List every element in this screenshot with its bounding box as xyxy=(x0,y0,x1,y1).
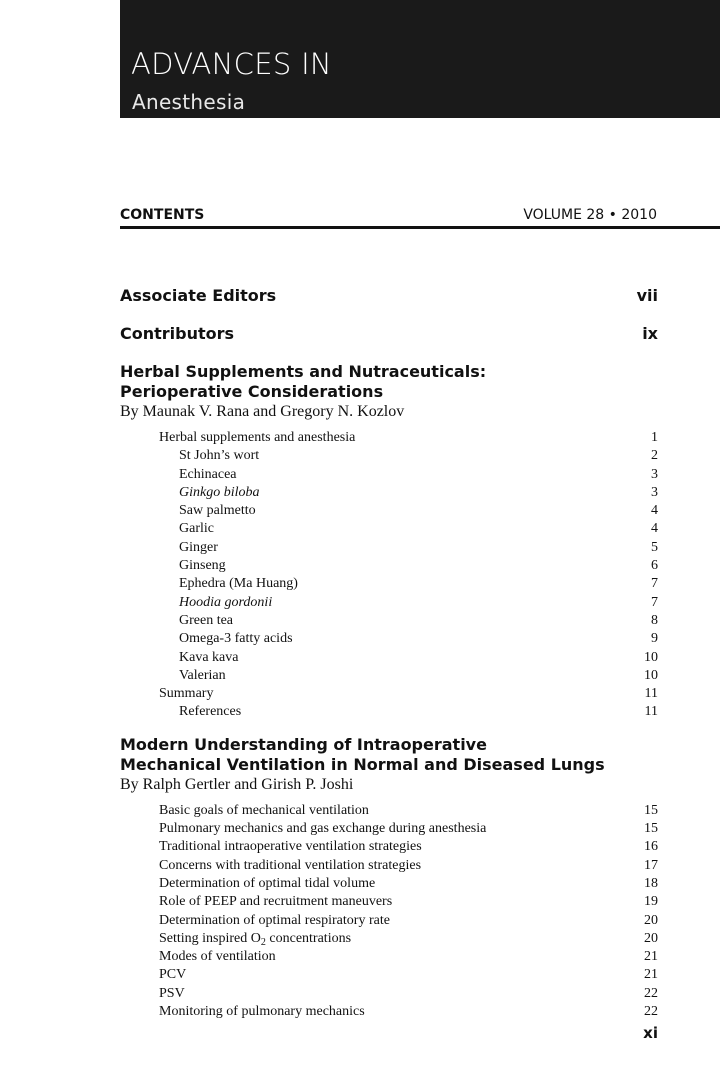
toc-entry-text: Omega-3 fatty acids xyxy=(179,631,293,647)
toc-entry-text-main: Setting inspired O xyxy=(159,930,261,946)
toc-entry-page: 1 xyxy=(651,430,658,445)
toc-entry-page: 3 xyxy=(651,466,658,482)
toc-entry[interactable] xyxy=(120,649,658,667)
toc-entry-page: 20 xyxy=(644,930,658,946)
toc-entry-text: Herbal supplements and anesthesia xyxy=(159,430,356,445)
toc-entry-text: Summary xyxy=(159,686,214,702)
toc-entry-text: Kava kava xyxy=(179,649,239,665)
toc-entry-page: 10 xyxy=(644,649,658,665)
toc-entry[interactable] xyxy=(120,912,658,930)
toc-entry-page: 4 xyxy=(651,521,658,537)
toc-entry-text: Valerian xyxy=(179,667,226,683)
toc-entry-text: References xyxy=(179,704,242,720)
front-matter-contributors[interactable] xyxy=(120,324,658,346)
toc-entry-page: 3 xyxy=(651,484,658,500)
article-title-line: Herbal Supplements and Nutraceuticals: xyxy=(120,362,487,381)
entry-title: Associate Editors xyxy=(120,286,277,305)
toc-entry[interactable] xyxy=(120,685,658,703)
toc-entry-text: Concerns with traditional ventilation strategies xyxy=(159,857,422,873)
toc-entry[interactable] xyxy=(120,557,658,575)
article-title-line: Perioperative Considerations xyxy=(120,382,384,401)
contents-bar xyxy=(120,207,720,227)
toc-entry[interactable] xyxy=(120,594,658,612)
toc-entry-text: Green tea xyxy=(179,612,234,628)
series-subtitle: Anesthesia xyxy=(132,90,246,114)
series-banner xyxy=(120,0,720,118)
header-rule xyxy=(120,226,720,229)
toc-entry-text: Role of PEEP and recruitment maneuvers xyxy=(159,894,393,910)
toc-entry-text: PCV xyxy=(159,967,187,983)
toc-entry-text: Ginger xyxy=(179,539,218,555)
article-mechanical-ventilation xyxy=(120,735,658,1022)
toc-entry-page: 20 xyxy=(644,912,658,928)
toc-entry-page: 5 xyxy=(651,539,658,555)
contents-label: CONTENTS xyxy=(120,207,205,223)
front-matter-associate-editors[interactable] xyxy=(120,286,658,308)
toc-entry[interactable] xyxy=(120,575,658,593)
toc-entry-page: 10 xyxy=(644,667,658,683)
entry-title: Contributors xyxy=(120,324,235,343)
article-title[interactable] xyxy=(120,735,658,775)
toc-entry-text: Modes of ventilation xyxy=(159,949,276,965)
article-byline: By Ralph Gertler and Girish P. Joshi xyxy=(120,775,354,793)
toc-entry-text: Monitoring of pulmonary mechanics xyxy=(159,1004,365,1020)
toc-entry[interactable] xyxy=(120,838,658,856)
toc-entry-text: Ephedra (Ma Huang) xyxy=(179,576,298,592)
article-title-line: Mechanical Ventilation in Normal and Diseased Lungs xyxy=(120,754,605,774)
toc-entry[interactable] xyxy=(120,429,658,447)
toc-entry[interactable] xyxy=(120,1003,658,1021)
table-of-contents xyxy=(120,286,658,1021)
toc-entry-text: Ginkgo biloba xyxy=(179,484,260,500)
toc-entry[interactable] xyxy=(120,948,658,966)
toc-entry-page: 19 xyxy=(644,894,658,910)
article-byline: By Maunak V. Rana and Gregory N. Kozlov xyxy=(120,403,405,420)
toc-entry[interactable] xyxy=(120,820,658,838)
toc-entry-page: 7 xyxy=(651,594,658,610)
subscript: 2 xyxy=(260,936,266,948)
toc-entry-text: Ginseng xyxy=(179,558,226,574)
toc-entry[interactable] xyxy=(120,802,658,820)
toc-entry-text: Pulmonary mechanics and gas exchange during anesthesia xyxy=(159,821,487,837)
toc-entry-page: 22 xyxy=(644,985,658,1001)
toc-entry-text: Hoodia gordonii xyxy=(179,594,273,610)
toc-entry-text: Traditional intraoperative ventilation strategies xyxy=(159,839,422,855)
toc-entry[interactable] xyxy=(120,667,658,685)
toc-entry-page: 4 xyxy=(651,503,658,519)
toc-entry[interactable] xyxy=(120,466,658,484)
toc-entry-text: St John’s wort xyxy=(179,448,260,464)
toc-entry-text-after: concentrations xyxy=(265,930,352,946)
toc-entry[interactable] xyxy=(120,966,658,984)
toc-entry[interactable] xyxy=(120,539,658,557)
toc-entry-page: 21 xyxy=(644,967,658,983)
entry-page: vii xyxy=(636,286,658,305)
toc-entry[interactable] xyxy=(120,875,658,893)
series-title: ADVANCES IN xyxy=(131,47,332,81)
toc-entry[interactable] xyxy=(120,447,658,465)
toc-entry-text: Saw palmetto xyxy=(179,503,256,519)
toc-entry[interactable] xyxy=(120,857,658,875)
toc-entry-page: 8 xyxy=(651,612,658,628)
toc-entry-page: 11 xyxy=(644,704,658,720)
article-title-line: Modern Understanding of Intraoperative xyxy=(120,734,487,754)
toc-entry-text: Determination of optimal respiratory rate xyxy=(159,912,390,928)
toc-entry[interactable] xyxy=(120,502,658,520)
toc-entry-page: 18 xyxy=(644,875,658,891)
toc-entry[interactable] xyxy=(120,703,658,721)
toc-entry-page: 7 xyxy=(651,576,658,592)
toc-entry[interactable] xyxy=(120,484,658,502)
toc-entry-page: 17 xyxy=(644,857,658,873)
entry-page: ix xyxy=(642,324,658,343)
toc-entry[interactable] xyxy=(120,612,658,630)
toc-entry-text: Echinacea xyxy=(179,466,237,482)
toc-entry-page: 2 xyxy=(651,448,658,464)
toc-entry-text: PSV xyxy=(159,985,185,1001)
toc-entry-page: 16 xyxy=(644,839,658,855)
toc-entry-page: 15 xyxy=(644,802,658,818)
toc-entry[interactable] xyxy=(120,985,658,1003)
page-number: xi xyxy=(643,1024,658,1042)
article-title[interactable] xyxy=(120,362,658,402)
article-herbal-supplements xyxy=(120,362,658,722)
toc-entry[interactable] xyxy=(120,630,658,648)
toc-entry-text: Determination of optimal tidal volume xyxy=(159,875,376,891)
toc-entry-page: 9 xyxy=(651,631,658,647)
toc-entry-text: Garlic xyxy=(179,521,214,537)
toc-entry-page: 22 xyxy=(644,1004,658,1020)
toc-entry-text: Basic goals of mechanical ventilation xyxy=(159,802,369,818)
toc-entry-page: 6 xyxy=(651,558,658,574)
toc-entry[interactable] xyxy=(120,893,658,911)
volume-label: VOLUME 28 • 2010 xyxy=(523,207,657,223)
toc-entry-page: 11 xyxy=(644,686,658,702)
toc-entry-text xyxy=(159,931,351,946)
toc-entry-page: 15 xyxy=(644,821,658,837)
toc-entry-page: 21 xyxy=(644,949,658,965)
toc-entry[interactable] xyxy=(120,520,658,538)
toc-entry[interactable] xyxy=(120,930,658,948)
